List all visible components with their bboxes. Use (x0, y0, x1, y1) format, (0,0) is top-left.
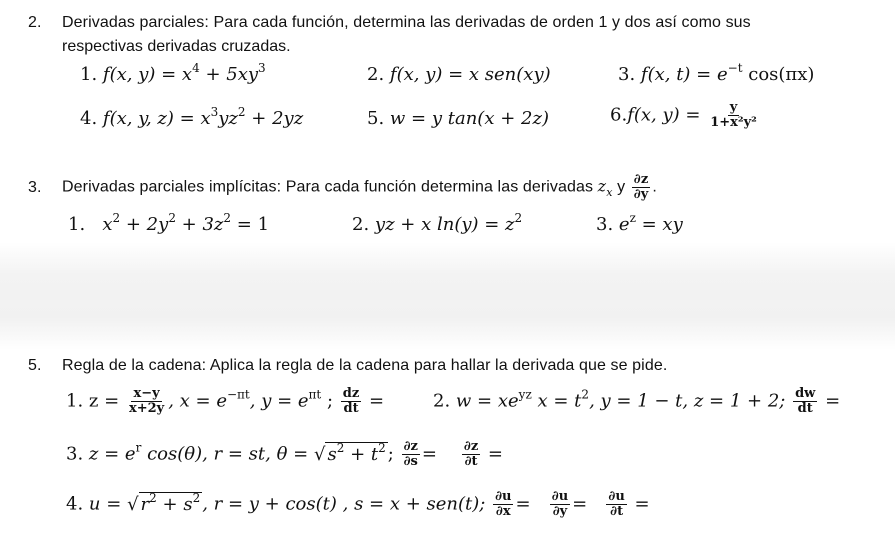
fraction: $\frac{x-y}{x+2y}$ (128, 386, 165, 416)
exercise-5-1: 1. z = $\frac{x-y}{x+2y}$ , $x = e^{-\pi t}$, $y = e^{\pi t}$ ; $\frac{dz}{dt}$ = (66, 386, 385, 416)
section-number: 2. (28, 14, 42, 31)
exercise-2-5: 5. w = y tan(x + 2z) (367, 108, 549, 129)
exercise-2-4: 4. f(x, y, $z) = x^3yz^2 + 2yz$ (80, 105, 304, 129)
derivative-fraction: $\frac{\partial u}{\partial x}$ (495, 489, 512, 519)
derivative-fraction: $\frac{\partial z}{\partial s}$ (403, 439, 418, 469)
section-2-text-line1: Derivadas parciales: Para cada función, determina las derivadas de orden 1 y dos así como sus (62, 14, 751, 31)
derivative-fraction: $\frac{dz}{dt}$ (342, 386, 360, 416)
square-root: √ $s^2 + t^2$ (313, 440, 386, 465)
section-5-text: Regla de la cadena: Aplica la regla de la cadena para hallar la derivada que se pide. (62, 357, 668, 374)
fraction: $\frac{y}{\text{1+x²y²}}$ (710, 100, 757, 130)
exercise-3-2: 2. yz + x $\ln(y) = z^2$ (352, 211, 523, 235)
background-band (0, 242, 895, 350)
exercise-2-3: 3. f(x, $t) = e^{-t}$ cos(πx) (618, 61, 815, 85)
exercise-3-1: 1. $x^2 + 2y^2 + 3z^2 = 1$ (68, 211, 270, 235)
section-2-heading (28, 13, 751, 33)
section-2-text-line2: respectivas derivadas cruzadas. (62, 38, 291, 55)
exercise-3-3: 3. $e^z$ = xy (596, 211, 683, 235)
section-5-heading (28, 356, 667, 376)
partial-derivative-fraction: $\frac{\partial z}{\partial y}$ (633, 172, 649, 202)
section-number: 5. (28, 357, 42, 374)
derivative-fraction: $\frac{\partial u}{\partial t}$ (608, 489, 625, 519)
exercise-5-4: 4. u = √ $r^2 + s^2$ , r = y + cos(t) , s = x + sen(t); $\frac{\partial u}{\partial x}$ = $\frac{\partial u}{\partial y}$ = $\frac{\partial u}{\partial t}$ = (66, 489, 650, 519)
section-number: 3. (28, 178, 42, 196)
exercise-2-2: 2. f(x, y) = x sen(xy) (367, 64, 551, 85)
derivative-fraction: $\frac{\partial u}{\partial y}$ (551, 489, 569, 519)
exercise-5-2: 2. $w = xe^{yz}$ $x = t^2$, y = 1 − t, z = 1 + 2; $\frac{dw}{dt}$ = (433, 386, 841, 416)
derivative-fraction: $\frac{dw}{dt}$ (795, 386, 816, 416)
section-3-heading: 3. Derivadas parciales implícitas: Para cada función determina las derivadas $z_x$ y $\frac{\partial z}{\partial y}$ . (28, 172, 657, 202)
square-root: √ $r^2 + s^2$ (127, 490, 201, 515)
exercise-2-1: 1. f(x, $y) = x^4 + 5xy^3$ (80, 61, 266, 85)
exercise-2-6: 6.f(x, y) = $\frac{y}{\text{1+x²y²}}$ (610, 100, 757, 130)
derivative-fraction: $\frac{\partial z}{\partial t}$ (463, 439, 479, 469)
exercise-5-3: 3. $z = e^r$ cos(θ), r = st, θ = √ $s^2 + t^2$ ; $\frac{\partial z}{\partial s}$ = $\frac{\partial z}{\partial t}$ = (66, 439, 504, 469)
section-3-text: Derivadas parciales implícitas: Para cada función determina las derivadas (62, 178, 594, 196)
